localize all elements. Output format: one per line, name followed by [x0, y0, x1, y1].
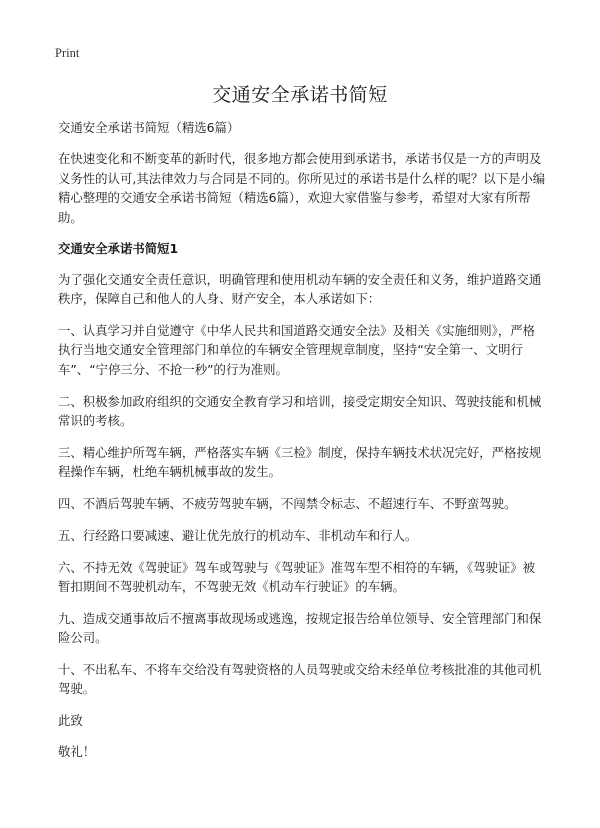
print-link[interactable]: Print	[55, 46, 80, 60]
commitment-item: 二、积极参加政府组织的交通安全教育学习和培训，接受定期安全知识、驾驶技能和机械常识的考核。	[58, 393, 542, 429]
commitment-item: 六、不持无效《驾驶证》驾车或驾驶与《驾驶证》准驾车型不相符的车辆，《驾驶证》被暂扣期间不驾驶机动车，不驾驶无效《机动车行驶证》的车辆。	[58, 559, 536, 595]
commitment-item: 五、行经路口要减速、避让优先放行的机动车、非机动车和行人。	[58, 527, 418, 543]
commitment-item: 四、不酒后驾驶车辆、不疲劳驾驶车辆，不闯禁令标志、不超速行车、不野蛮驾驶。	[58, 496, 517, 512]
closing-line: 此致	[58, 713, 83, 729]
commitment-item: 一、认真学习并自觉遵守《中华人民共和国道路交通安全法》及相关《实施细则》，严格执行当地交通安全管理部门和单位的车辆安全管理规章制度，坚持“安全第一、文明行车”、“宁停三分、不抢一秒”的行为准则。	[58, 323, 536, 377]
commitment-item: 十、不出私车、不将车交给没有驾驶资格的人员驾驶或交给未经单位考核批准的其他司机驾驶。	[58, 662, 542, 697]
commitment-item: 三、精心维护所驾车辆，严格落实车辆《三检》制度，保持车辆技术状况完好，严格按规程操作车辆，杜绝车辆机械事故的发生。	[58, 444, 542, 480]
intro-paragraph: 在快速变化和不断变革的新时代，很多地方都会使用到承诺书，承诺书仅是一方的声明及义务性的认可,其法律效力与合同是不同的。你所见过的承诺书是什么样的呢？以下是小编精心整理的交通安全承诺书简短（精选6篇），欢迎大家借鉴与参考，希望对大家有所帮助。	[58, 151, 546, 225]
closing-salutation: 敬礼！	[58, 743, 96, 759]
commitment-item: 九、造成交通事故后不擅离事故现场或逃逸，按规定报告给单位领导、安全管理部门和保险公司。	[58, 610, 542, 646]
lead-paragraph: 为了强化交通安全责任意识，明确管理和使用机动车辆的安全责任和义务，维护道路交通秩序，保障自己和他人的人身、财产安全，本人承诺如下：	[58, 271, 542, 307]
document-subtitle: 交通安全承诺书简短（精选6篇）	[58, 120, 240, 135]
document-title: 交通安全承诺书简短	[212, 84, 388, 106]
section-heading: 交通安全承诺书简短1	[58, 241, 179, 257]
document-body	[58, 118, 546, 773]
